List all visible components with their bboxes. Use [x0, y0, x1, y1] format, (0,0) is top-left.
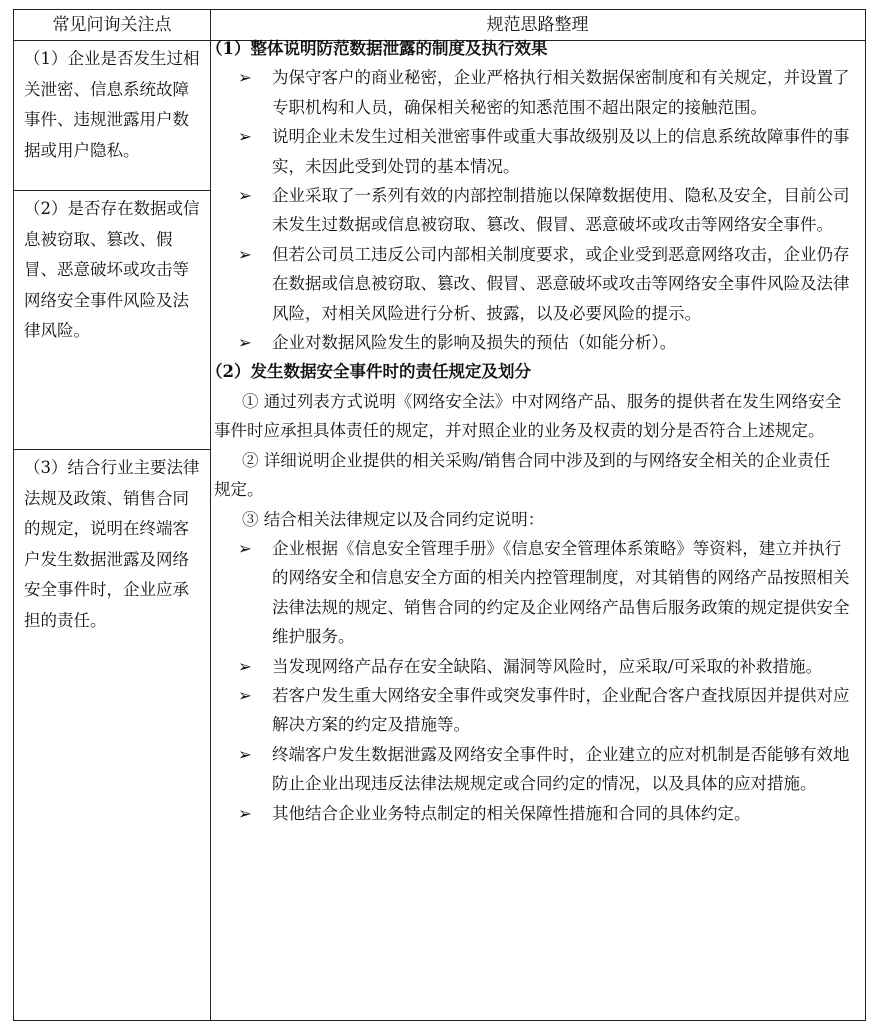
- left-item-1: （1）企业是否发生过相关泄密、信息系统故障事件、违规泄露用户数据或用户隐私。: [24, 49, 200, 160]
- section1-bullet: ➢ 企业采取了一系列有效的内部控制措施以保障数据使用、隐私及安全，目前公司未发生过数据或信息被窃取、篡改、假冒、恶意破坏或攻击等网络安全事件。: [214, 181, 850, 240]
- section1-bullet: ➢ 但若公司员工违反公司内部相关制度要求，或企业受到恶意网络攻击，企业仍存在数据或信息被窃取、篡改、假冒、恶意破坏或攻击等网络安全事件风险及法律风险，对相关风险进行分析、披露，以及必要风险的提示。: [214, 240, 850, 328]
- bullet-arrow-icon: ➢: [238, 538, 252, 558]
- bullet-arrow-icon: ➢: [238, 685, 252, 705]
- column-divider: [210, 10, 211, 1020]
- section2-bullet: ➢ 企业根据《信息安全管理手册》《信息安全管理体系策略》等资料，建立并执行的网络安全和信息安全方面的相关内控管理制度，对其销售的网络产品按照相关法律法规的规定、销售合同的约定及企业网络产品售后服务政策的规定提供安全维护服务。: [214, 534, 850, 652]
- section1-bullet: ➢ 说明企业未发生过相关泄密事件或重大事故级别及以上的信息系统故障事件的事实，未因此受到处罚的基本情况。: [214, 122, 850, 181]
- header-right: 规范思路整理: [486, 15, 589, 35]
- bullet-arrow-icon: ➢: [238, 68, 252, 88]
- header-left: 常见问询关注点: [52, 15, 172, 35]
- row-divider-2: [14, 449, 210, 450]
- section2-item: ② 详细说明企业提供的相关采购/销售合同中涉及到的与网络安全相关的企业责任规定。: [214, 450, 831, 500]
- left-item-3: （3）结合行业主要法律法规及政策、销售合同的规定，说明在终端客户发生数据泄露及网络安全事件时，企业应承担的责任。: [24, 458, 200, 630]
- row-divider-1: [14, 190, 210, 191]
- section2-bullet: ➢ 当发现网络产品存在安全缺陷、漏洞等风险时，应采取/可采取的补救措施。: [214, 652, 850, 681]
- bullet-arrow-icon: ➢: [238, 744, 252, 764]
- section2-bullet: ➢ 其他结合企业业务特点制定的相关保障性措施和合同的具体约定。: [214, 799, 850, 828]
- bullet-arrow-icon: ➢: [238, 333, 252, 353]
- section1-bullet: ➢ 为保守客户的商业秘密，企业严格执行相关数据保密制度和有关规定，并设置了专职机构和人员，确保相关秘密的知悉范围不超出限定的接触范围。: [214, 63, 850, 122]
- bullet-arrow-icon: ➢: [238, 244, 252, 264]
- left-item-2: （2）是否存在数据或信息被窃取、篡改、假冒、恶意破坏或攻击等网络安全事件风险及法律风险。: [24, 199, 200, 340]
- bullet-arrow-icon: ➢: [238, 803, 252, 823]
- section1-title: （1）整体说明防范数据泄露的制度及执行效果: [206, 39, 548, 58]
- right-column-content: [206, 34, 850, 828]
- section2-item: ① 通过列表方式说明《网络安全法》中对网络产品、服务的提供者在发生网络安全事件时应承担具体责任的规定，并对照企业的业务及权责的划分是否符合上述规定。: [214, 391, 842, 441]
- section1-bullet: ➢ 企业对数据风险发生的影响及损失的预估（如能分析）。: [214, 328, 850, 357]
- bullet-arrow-icon: ➢: [238, 127, 252, 147]
- bullet-arrow-icon: ➢: [238, 186, 252, 206]
- bullet-arrow-icon: ➢: [238, 656, 252, 676]
- section2-bullet: ➢ 终端客户发生数据泄露及网络安全事件时，企业建立的应对机制是否能够有效地防止企业出现违反法律法规规定或合同约定的情况，以及具体的应对措施。: [214, 740, 850, 799]
- section2-item: ③ 结合相关法律规定以及合同约定说明：: [242, 509, 545, 529]
- section2-title: （2）发生数据安全事件时的责任规定及划分: [206, 362, 531, 382]
- section2-bullet: ➢ 若客户发生重大网络安全事件或突发事件时，企业配合客户查找原因并提供对应解决方案的约定及措施等。: [214, 681, 850, 740]
